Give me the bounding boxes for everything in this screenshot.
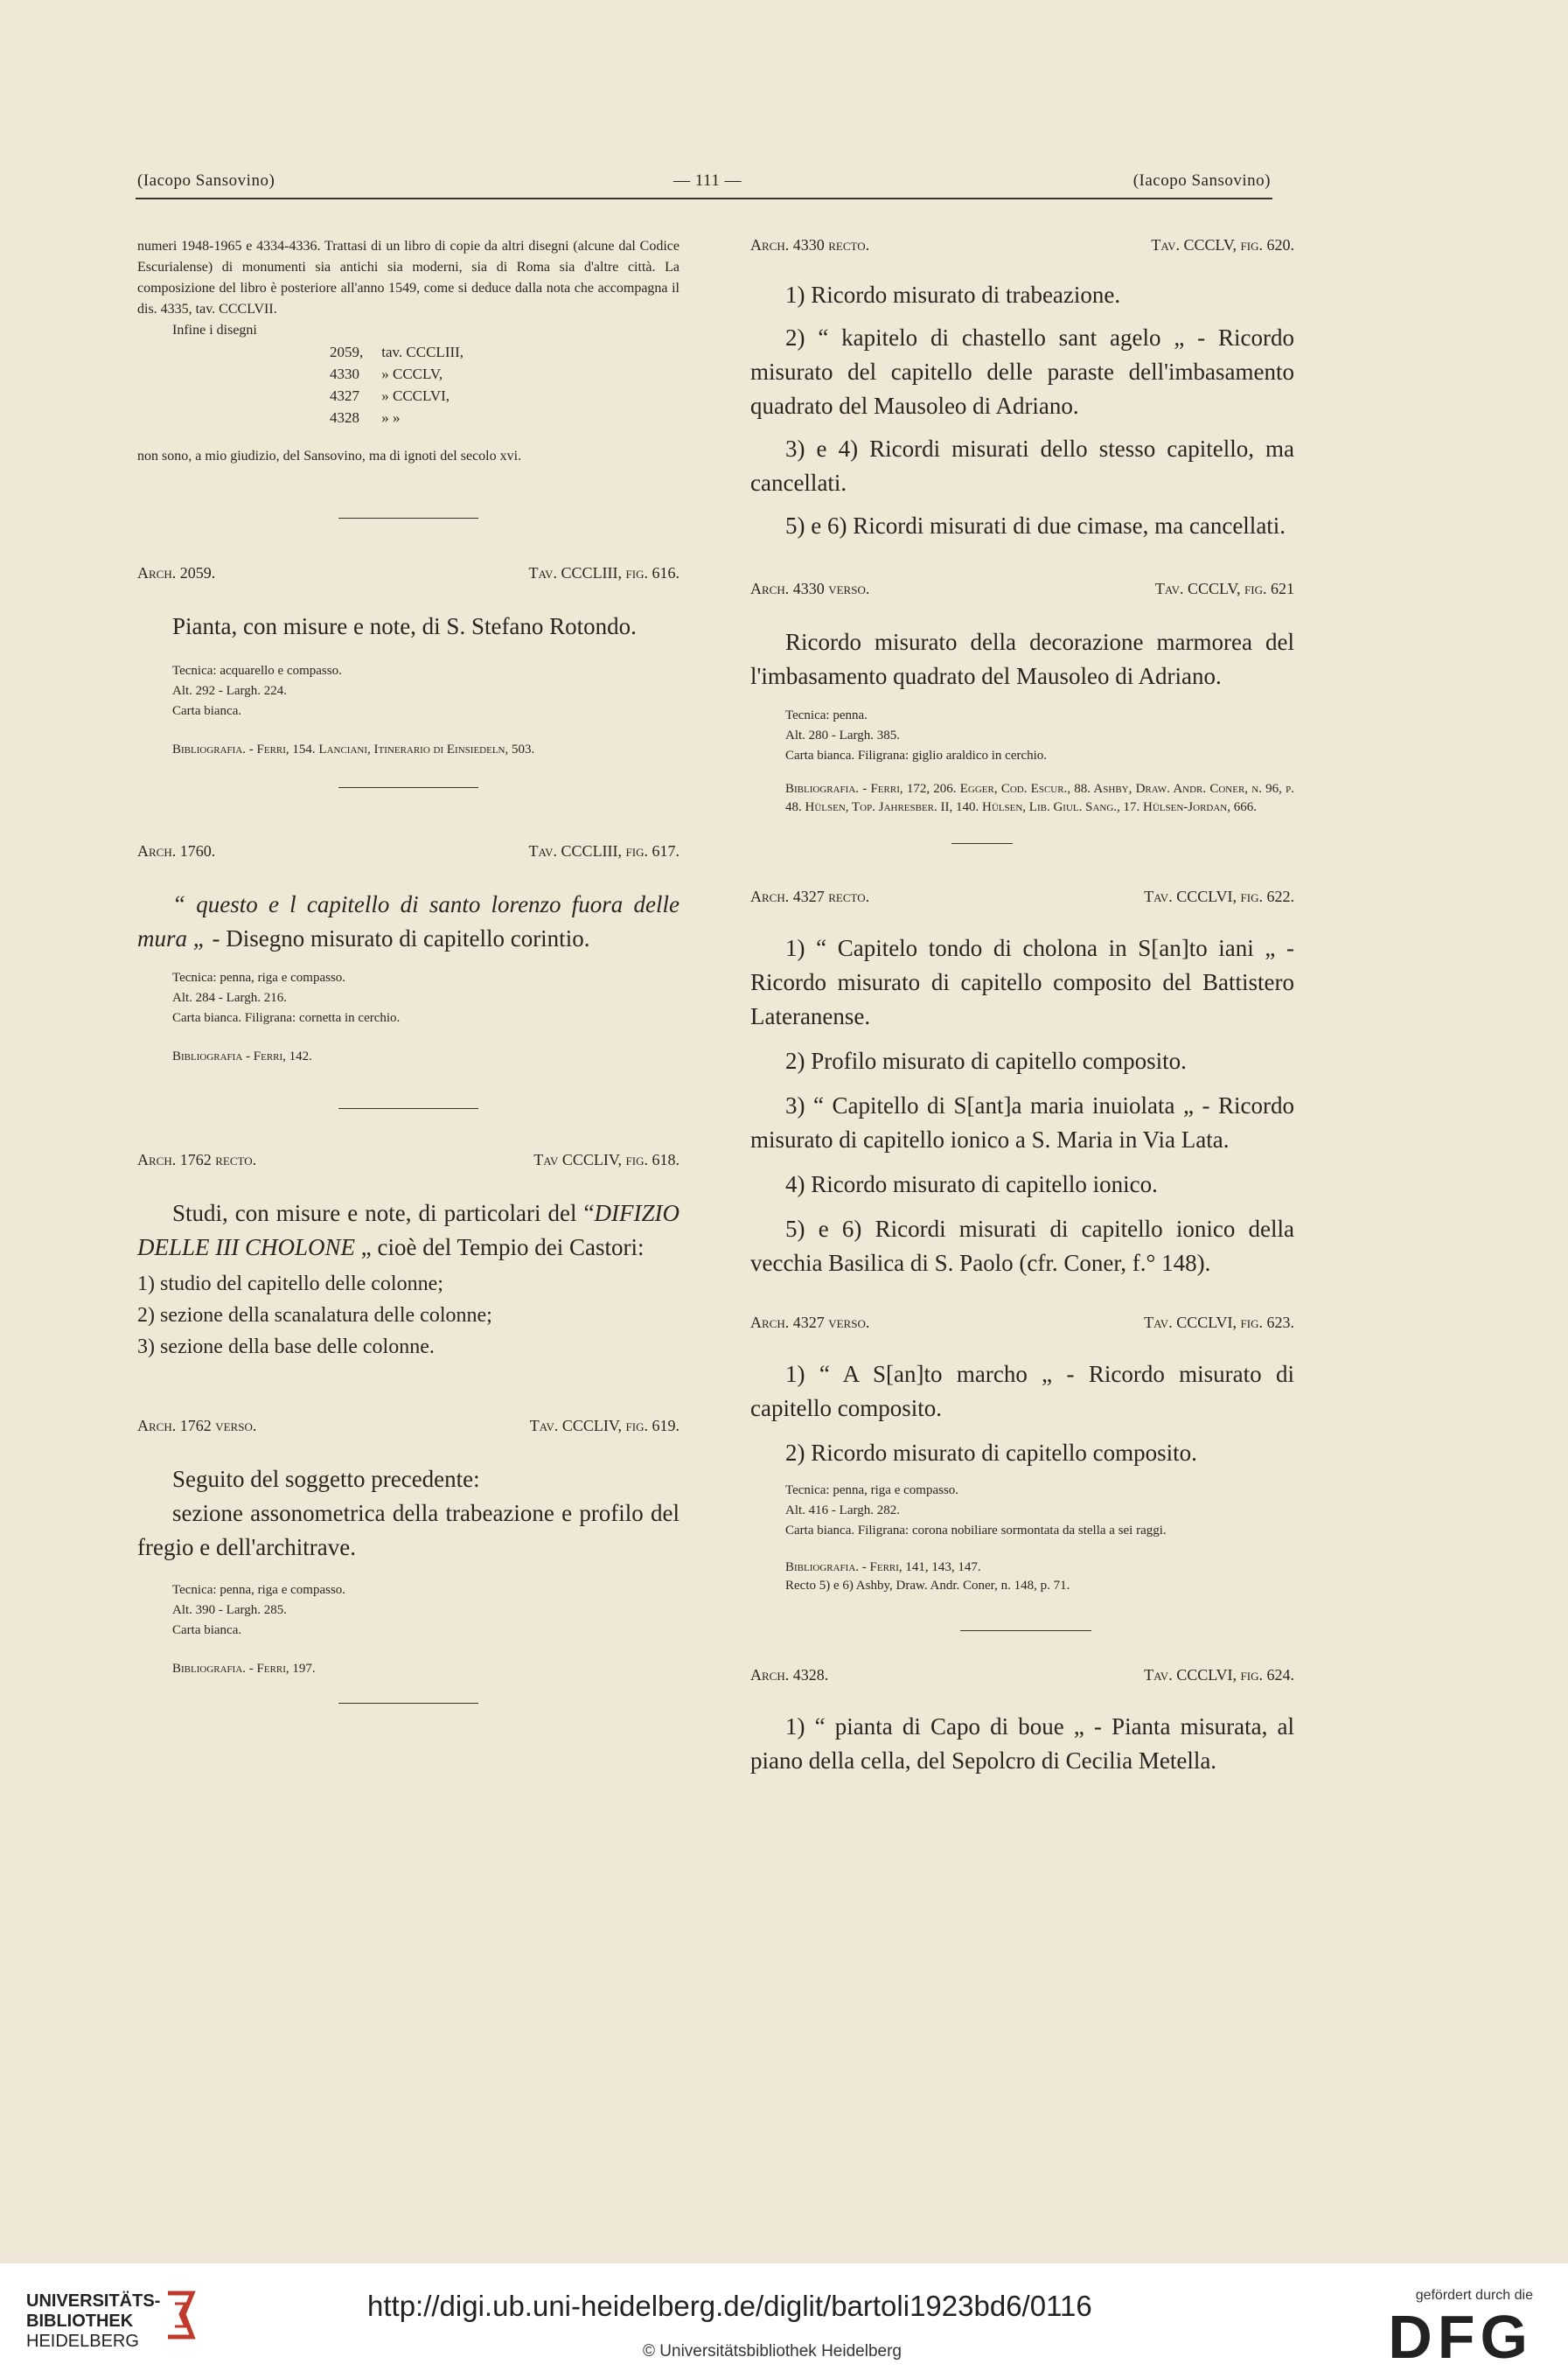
list-item: 1) studio del capitello delle colonne;: [137, 1273, 443, 1295]
arch-number: Arch. 1762 recto.: [137, 1151, 257, 1168]
list-item: 4330 » CCCLV,: [330, 366, 443, 382]
page-number: — 111 —: [673, 171, 742, 190]
separator: [338, 1703, 478, 1704]
header-rule: [136, 198, 1272, 199]
tav-reference: Tav. CCCLVI, fig. 623.: [1144, 1314, 1294, 1331]
list-item: 1) Ricordo misurato di trabeazione.: [785, 282, 1121, 308]
copyright-notice: © Universitätsbibliothek Heidelberg: [643, 2342, 902, 2361]
arch-number: Arch. 4327 verso.: [750, 1314, 870, 1331]
entry-description: “ questo e l capitello di santo lorenzo fuora delle mura „ - Disegno misurato di capitello corintio.: [137, 891, 679, 952]
separator: [338, 518, 478, 519]
tav-reference: Tav. CCCLIII, fig. 616.: [528, 564, 679, 582]
infine-line: Infine i disegni: [172, 323, 257, 338]
bibliography: Bibliografia. - Ferri, 154. Lanciani, Itinerario di Einsiedeln, 503.: [172, 743, 535, 757]
funding-note: gefördert durch die: [1415, 2288, 1533, 2303]
bibliography: Recto 5) e 6) Ashby, Draw. Andr. Coner, n. 148, p. 71.: [785, 1579, 1070, 1593]
list-item: 3) “ Capitello di S[ant]a maria inuiolata „ - Ricordo misurato di capitello ionico a S. Maria in Via Lata.: [750, 1092, 1294, 1153]
tav-reference: Tav. CCCLVI, fig. 624.: [1144, 1666, 1294, 1684]
entry-heading: [137, 842, 679, 868]
list-item: 5) e 6) Ricordi misurati di due cimase, ma cancellati.: [785, 513, 1286, 539]
list-item: 4328 » »: [330, 409, 401, 426]
list-item: 4327 » CCCLVI,: [330, 387, 450, 404]
entry-heading: [750, 236, 1294, 262]
left-column: [137, 236, 679, 1704]
arch-number: Arch. 4328.: [750, 1666, 829, 1684]
tav-reference: Tav CCCLIV, fig. 618.: [533, 1151, 679, 1168]
entry-description: Seguito del soggetto precedente:: [172, 1466, 480, 1492]
list-item: 5) e 6) Ricordi misurati di capitello ionico della vecchia Basilica di S. Paolo (cfr. Coner, f.° 148).: [750, 1216, 1294, 1276]
technique-block: Tecnica: acquarello e compasso. Alt. 292 - Largh. 224. Carta bianca.: [172, 664, 342, 718]
list-item: 1) “ A S[an]to marcho „ - Ricordo misurato di capitello composito.: [750, 1361, 1294, 1421]
entry-heading: [750, 888, 1294, 914]
entry-heading: [750, 1314, 1294, 1340]
running-header-left: (Iacopo Sansovino): [137, 171, 275, 190]
item-list: [137, 1268, 679, 1363]
dfg-logo[interactable]: DFG: [1388, 2303, 1533, 2371]
list-item: 1) “ pianta di Capo di boue „ - Pianta misurata, al piano della cella, del Sepolcro di Cecilia Metella.: [750, 1713, 1294, 1774]
list-item: 1) “ Capitelo tondo di cholona in S[an]to iani „ - Ricordo misurato di capitello composito del Battistero Lateranense.: [750, 935, 1294, 1029]
list-item: 2) Profilo misurato di capitello composito.: [785, 1048, 1187, 1074]
entry-description: sezione assonometrica della trabeazione e profilo del fregio e dell'architrave.: [137, 1500, 679, 1560]
separator: [338, 1108, 478, 1109]
bibliography: Bibliografia. - Ferri, 197.: [172, 1662, 316, 1676]
library-logo[interactable]: UNIVERSITÄTS- BIBLIOTHEK HEIDELBERG: [26, 2291, 161, 2351]
tav-reference: Tav. CCCLIII, fig. 617.: [528, 842, 679, 860]
intro-paragraph: numeri 1948-1965 e 4334-4336. Trattasi di un libro di copie da altri disegni (alcune dal Codice Escurialense) di monumenti sia antichi sia moderni, sia di Roma sia d'altre città. La composizione del libro è posteriore all'anno 1549, come si deduce dalla nota che accompagna il dis. 4335, tav. CCCLVII.: [137, 239, 679, 317]
entry-heading: [750, 580, 1294, 606]
permalink-url[interactable]: http://digi.ub.uni-heidelberg.de/diglit/bartoli1923bd6/0116: [367, 2290, 1092, 2322]
list-item: 2059, tav. CCCLIII,: [330, 344, 464, 360]
entry-description: Studi, con misure e note, di particolari del “DIFIZIO DELLE III CHOLONE „ cioè del Tempio dei Castori:: [137, 1200, 679, 1260]
tav-reference: Tav. CCCLIV, fig. 619.: [529, 1417, 679, 1434]
separator: [960, 1630, 1091, 1631]
technique-block: Tecnica: penna, riga e compasso. Alt. 416 - Largh. 282. Carta bianca. Filigrana: corona nobiliare sormontata da stella a sei raggi.: [785, 1483, 1167, 1538]
library-logo-icon: [164, 2288, 196, 2342]
tav-reference: Tav. CCCLVI, fig. 622.: [1144, 888, 1294, 905]
bibliography: Bibliografia. - Ferri, 172, 206. Egger, Cod. Escur., 88. Ashby, Draw. Andr. Coner, n. 96, p. 48. Hülsen, Top. Jahresber. II, 140. Hülsen, Lib. Giul. Sang., 17. Hülsen-Jordan, 666.: [785, 782, 1294, 814]
separator: [951, 843, 1013, 844]
entry-description: Pianta, con misure e note, di S. Stefano Rotondo.: [172, 613, 637, 639]
list-item: 4) Ricordo misurato di capitello ionico.: [785, 1171, 1158, 1197]
entry-heading: [137, 564, 679, 590]
tav-reference: Tav. CCCLV, fig. 621: [1154, 580, 1294, 597]
bibliography: Bibliografia - Ferri, 142.: [172, 1050, 312, 1063]
arch-number: Arch. 4330 verso.: [750, 580, 870, 597]
technique-block: Tecnica: penna, riga e compasso. Alt. 390 - Largh. 285. Carta bianca.: [172, 1583, 346, 1637]
technique-block: Tecnica: penna. Alt. 280 - Largh. 385. Carta bianca. Filigrana: giglio araldico in cerchio.: [785, 708, 1048, 763]
arch-number: Arch. 4330 recto.: [750, 236, 870, 254]
list-item: 2) Ricordo misurato di capitello composito.: [785, 1440, 1197, 1466]
arch-number: Arch. 1762 verso.: [137, 1417, 257, 1434]
bibliography: Bibliografia. - Ferri, 141, 143, 147.: [785, 1560, 981, 1574]
entry-heading: [750, 1666, 1294, 1692]
entry-description: Ricordo misurato della decorazione marmorea del l'imbasamento quadrato del Mausoleo di Adriano.: [750, 629, 1294, 689]
list-item: 3) sezione della base delle colonne.: [137, 1335, 435, 1358]
arch-number: Arch. 2059.: [137, 564, 216, 582]
entry-heading: [137, 1417, 679, 1443]
right-column: [750, 236, 1294, 1778]
running-header-right: (Iacopo Sansovino): [1132, 171, 1271, 190]
tav-reference: Tav. CCCLV, fig. 620.: [1151, 236, 1294, 254]
arch-number: Arch. 4327 recto.: [750, 888, 870, 905]
list-item: 2) “ kapitelo di chastello sant agelo „ - Ricordo misurato del capitello delle paraste dell'imbasamento quadrato del Mausoleo di Adriano.: [750, 324, 1294, 419]
technique-block: Tecnica: penna, riga e compasso. Alt. 284 - Largh. 216. Carta bianca. Filigrana: cornetta in cerchio.: [172, 971, 401, 1025]
list-item: 3) e 4) Ricordi misurati dello stesso capitello, ma cancellati.: [750, 436, 1294, 496]
conclusion-line: non sono, a mio giudizio, del Sansovino, ma di ignoti del secolo xvi.: [137, 449, 522, 464]
list-item: 2) sezione della scanalatura delle colonne;: [137, 1304, 492, 1327]
entry-heading: [137, 1151, 679, 1177]
drawing-list: [330, 341, 679, 429]
arch-number: Arch. 1760.: [137, 842, 216, 860]
separator: [338, 787, 478, 788]
viewer-footer: [0, 2263, 1568, 2378]
